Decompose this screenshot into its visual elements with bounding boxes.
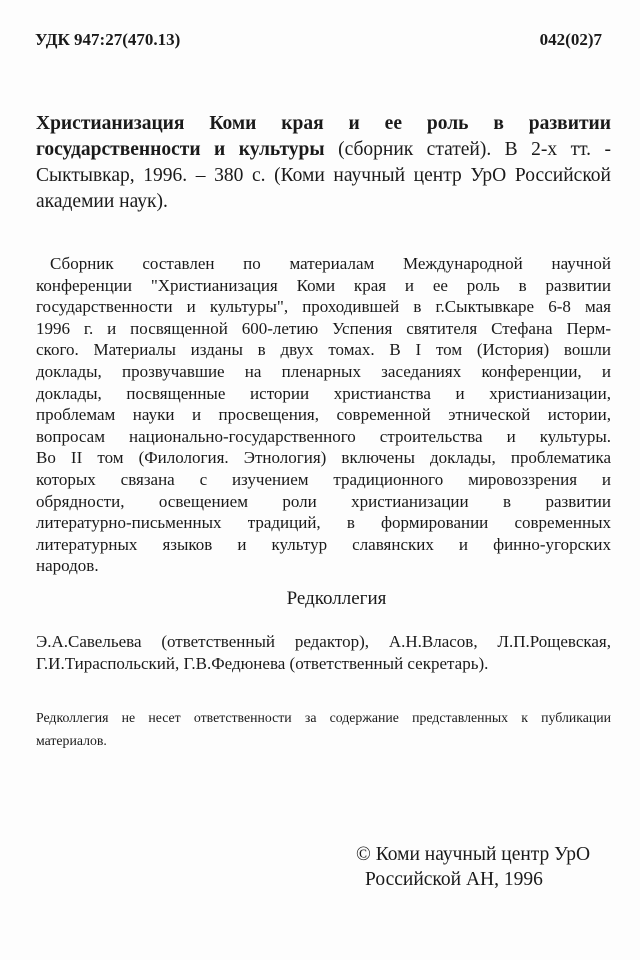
title-bold-text: государственности и культуры [36,139,325,160]
title-regular-text: (сборник статей). В 2-х тт. - [324,139,611,160]
abstract-line: доклады, прозвучавшие на пленарных заседаниях конференции, и [36,361,611,381]
abstract-line: народов. [36,556,99,576]
copyright-line: © Коми научный центр УрО [356,844,591,865]
abstract-line: ского. Материалы изданы в двух томах. В I том (История) вошли [36,340,611,360]
editorial-board-heading: Редколлегия [286,588,387,609]
editorial-line: Э.А.Савельева (ответственный редактор), А.Н.Власов, Л.П.Рощевская, [36,632,611,651]
abstract-line: доклады, посвященные истории христианства и христианизации, [36,383,611,403]
classification-header [35,30,602,50]
title-line [36,111,611,137]
abstract-line: 1996 г. и посвященной 600-летию Успения святителя Стефана Перм- [36,318,611,338]
editorial-line: Г.И.Тираспольский, Г.В.Федюнева (ответственный секретарь). [36,653,489,673]
disclaimer [36,707,611,752]
title-line [36,189,611,215]
abstract-line: обрядности, освещением роли христианизации в развитии [36,491,611,511]
abstract-line: государственности и культуры", проходившей в г.Сыктывкаре 6-8 мая [36,297,611,317]
editorial-board-list [36,631,611,674]
abstract-line: которых связана с изучением традиционного мировоззрения и [36,469,611,489]
book-title [36,111,611,215]
abstract-line: вопросам национально-государственного строительства и культуры. [36,426,611,446]
title-regular-text: Сыктывкар, 1996. – 380 с. (Коми научный центр УрО Российской [36,165,611,186]
abstract-line: литературно-письменных традиций, в формировании современных [36,513,611,533]
abstract-line: Во II том (Филология. Этнология) включены доклады, проблематика [36,448,611,468]
abstract-line: литературных языков и культур славянских и финно-угорских [36,534,611,554]
title-bold-text: Христианизация Коми края и ее роль в развитии [36,113,611,134]
abstract-line: конференции "Христианизация Коми края и ее роль в развитии [36,275,611,295]
catalog-code: 042(02)7 [539,30,602,49]
udc-number: УДК 947:27(470.13) [35,30,181,49]
abstract-line: Сборник составлен по материалам Международной научной [50,254,611,273]
copyright-line: Российской АН, 1996 [365,869,543,890]
disclaimer-line: Редколлегия не несет ответственности за содержание представленных к публикации [36,710,611,725]
title-line [36,163,611,189]
disclaimer-line: материалов. [36,732,107,748]
title-regular-text: академии наук). [36,191,168,212]
copyright-notice [356,842,590,892]
abstract [36,253,611,577]
title-line [36,137,611,163]
abstract-line: проблемам науки и просвещения, современной этнической истории, [36,405,611,425]
